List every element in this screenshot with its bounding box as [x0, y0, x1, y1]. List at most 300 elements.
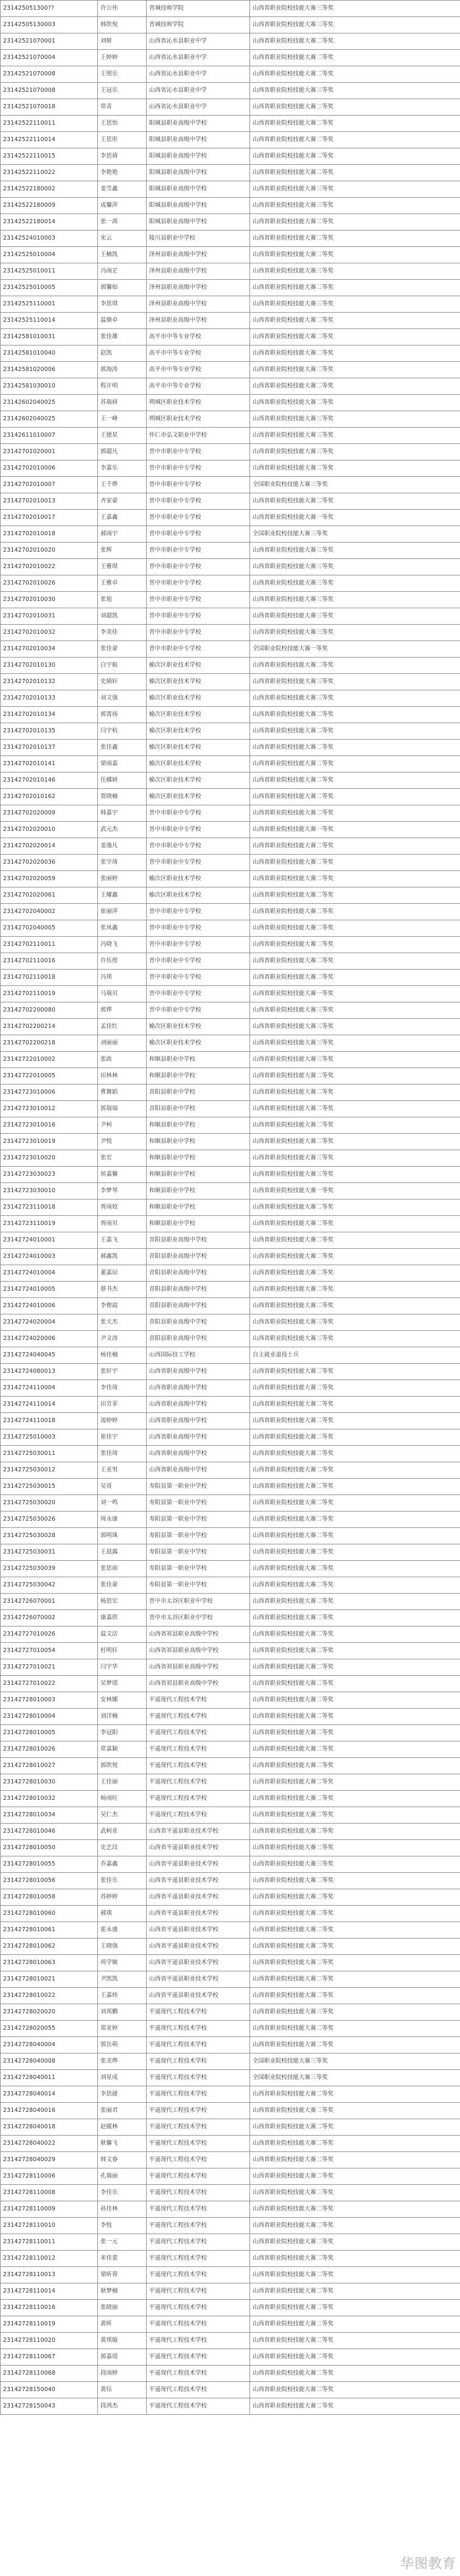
- award-cell: 山西省职业院校技能大赛二等奖: [250, 740, 460, 756]
- school-cell: 平遥现代工程技术学校: [147, 2316, 250, 2333]
- exam-number-cell: 23142728040011: [1, 2070, 98, 2086]
- award-cell: 山西省职业院校技能大赛二等奖: [250, 887, 460, 904]
- table-row: [1, 165, 460, 181]
- award-cell: 山西省职业院校技能大赛二等奖: [250, 313, 460, 329]
- award-cell: 山西省职业院校技能大赛二等奖: [250, 2152, 460, 2168]
- exam-number-cell: 23142702010006: [1, 460, 98, 477]
- school-cell: 山西省平遥县职业技术学校: [147, 1906, 250, 1922]
- award-cell: 山西省职业院校技能大赛二等奖: [250, 658, 460, 674]
- award-cell: 山西省职业院校技能大赛二等奖: [250, 1462, 460, 1479]
- exam-number-cell: 23142728020055: [1, 2021, 98, 2037]
- exam-number-cell: 23142723010006: [1, 1085, 98, 1101]
- school-cell: 晋中市职业中专学校: [147, 953, 250, 970]
- award-cell: 山西省职业院校技能大赛三等奖: [250, 674, 460, 690]
- student-name-cell: 冯晓飞: [98, 937, 147, 953]
- school-cell: 晋中市职业中专学校: [147, 822, 250, 838]
- school-cell: 平遥现代工程技术学校: [147, 2119, 250, 2136]
- exam-number-cell: 23142728110006: [1, 2168, 98, 2185]
- table-row: [1, 1347, 460, 1364]
- award-cell: 山西省职业院校技能大赛二等奖: [250, 1364, 460, 1380]
- school-cell: 阳城县职业高级中学校: [147, 214, 250, 231]
- table-row: [1, 214, 460, 231]
- student-name-cell: 张丽君: [98, 2103, 147, 2119]
- student-name-cell: 王照乐: [98, 66, 147, 83]
- table-row: [1, 1052, 460, 1068]
- exam-number-cell: 23142611010007: [1, 428, 98, 444]
- school-cell: 昔阳县职业中学校: [147, 1101, 250, 1117]
- student-name-cell: 张佳豪: [98, 641, 147, 658]
- student-name-cell: 许公伟: [98, 1, 147, 17]
- exam-number-cell: 23142728010062: [1, 1939, 98, 1955]
- school-cell: 平遥现代工程技术学校: [147, 2398, 250, 2415]
- table-row: [1, 1002, 460, 1019]
- table-row: [1, 1101, 460, 1117]
- award-cell: 山西省职业院校技能大赛二等奖: [250, 395, 460, 411]
- student-name-cell: 常嘉颖: [98, 1741, 147, 1758]
- award-cell: 山西省职业院校技能大赛二等奖: [250, 1610, 460, 1626]
- student-name-cell: 李思捷: [98, 2086, 147, 2103]
- student-name-cell: 许伍煜: [98, 953, 147, 970]
- table-row: [1, 2168, 460, 2185]
- exam-number-cell: 23142702010031: [1, 608, 98, 625]
- student-name-cell: 张一茜: [98, 214, 147, 231]
- exam-number-cell: 23142728040022: [1, 2136, 98, 2152]
- table-row: [1, 887, 460, 904]
- exam-number-cell: 23142702010137: [1, 740, 98, 756]
- exam-number-cell: 23142522180009: [1, 198, 98, 214]
- school-cell: 寿阳县第一职业中学校: [147, 1561, 250, 1577]
- table-row: [1, 493, 460, 510]
- student-name-cell: 张佳琦: [98, 1446, 147, 1462]
- exam-number-cell: 23142728110011: [1, 2234, 98, 2251]
- exam-number-cell: 23142702040002: [1, 904, 98, 920]
- school-cell: 山西省平遥县职业技术学校: [147, 1955, 250, 1971]
- award-cell: 山西省职业院校技能大赛二等奖: [250, 2185, 460, 2201]
- student-name-cell: 耿馨飞: [98, 2136, 147, 2152]
- student-name-cell: 姜逸凡: [98, 838, 147, 855]
- student-name-cell: 蔡书杰: [98, 1282, 147, 1298]
- exam-number-cell: 23142727010022: [1, 1676, 98, 1692]
- school-cell: 平遥现代工程技术学校: [147, 1807, 250, 1824]
- table-row: [1, 1446, 460, 1462]
- student-name-cell: 闫宇杭: [98, 723, 147, 740]
- school-cell: 和顺县职业中学校: [147, 1199, 250, 1216]
- exam-number-cell: 23142724110018: [1, 1413, 98, 1429]
- student-name-cell: 郭烨: [98, 1002, 147, 1019]
- student-name-cell: 郭馨如: [98, 280, 147, 296]
- table-row: [1, 838, 460, 855]
- table-row: [1, 2201, 460, 2218]
- exam-number-cell: 23142724010001: [1, 1232, 98, 1249]
- student-name-cell: 王晨露: [98, 1544, 147, 1561]
- table-row: [1, 543, 460, 559]
- award-cell: 山西省职业院校技能大赛二等奖: [250, 460, 460, 477]
- table-row: [1, 345, 460, 362]
- table-row: [1, 674, 460, 690]
- student-name-cell: 胥雨贝: [98, 1216, 147, 1232]
- award-cell: 山西省职业院校技能大赛二等奖: [250, 1659, 460, 1676]
- student-name-cell: 马瑞贝: [98, 986, 147, 1002]
- exam-number-cell: 23142702010135: [1, 723, 98, 740]
- exam-number-cell: 23142702010007: [1, 477, 98, 493]
- student-name-cell: 安林娜: [98, 1692, 147, 1709]
- table-row: [1, 822, 460, 838]
- exam-number-cell: 23142702010013: [1, 493, 98, 510]
- exam-number-cell: 23142726070001: [1, 1594, 98, 1610]
- student-name-cell: 尹柯: [98, 1117, 147, 1134]
- award-cell: 山西省职业院校技能大赛二等奖: [250, 805, 460, 822]
- table-row: [1, 1068, 460, 1085]
- table-row: [1, 280, 460, 296]
- table-row: [1, 1725, 460, 1741]
- student-name-cell: 苏瑞妍: [98, 395, 147, 411]
- student-name-cell: 李嘉乐: [98, 460, 147, 477]
- school-cell: 泽州县职业高级中学校: [147, 263, 250, 280]
- exam-number-cell: 23142728010058: [1, 1889, 98, 1906]
- student-name-cell: 贾晓楠: [98, 789, 147, 805]
- award-cell: 山西省职业院校技能大赛二等奖: [250, 99, 460, 116]
- table-row: [1, 1528, 460, 1544]
- school-cell: 晋中市太谷区职业中学校: [147, 1610, 250, 1626]
- table-row: [1, 871, 460, 887]
- school-cell: 晋中市职业中专学校: [147, 970, 250, 986]
- table-row: [1, 772, 460, 789]
- school-cell: 昔阳县职业高级中学校: [147, 1298, 250, 1314]
- table-row: [1, 1741, 460, 1758]
- exam-number-cell: 23142728110067: [1, 2349, 98, 2366]
- table-row: [1, 1939, 460, 1955]
- school-cell: 平遥现代工程技术学校: [147, 2152, 250, 2168]
- table-row: [1, 970, 460, 986]
- school-cell: 阳城县职业高级中学校: [147, 198, 250, 214]
- student-name-cell: 王千烨: [98, 477, 147, 493]
- exam-number-cell: 23142702110016: [1, 953, 98, 970]
- school-cell: 平遥现代工程技术学校: [147, 2004, 250, 2021]
- award-cell: 山西省职业院校技能大赛二等奖: [250, 1413, 460, 1429]
- table-row: [1, 1856, 460, 1873]
- table-row: [1, 1709, 460, 1725]
- school-cell: 平遥现代工程技术学校: [147, 2021, 250, 2037]
- school-cell: 晋中市职业中专学校: [147, 920, 250, 937]
- exam-number-cell: 23142702010020: [1, 543, 98, 559]
- school-cell: 榆次区职业技术学校: [147, 1019, 250, 1035]
- table-row: [1, 1314, 460, 1331]
- award-cell: 山西省职业院校技能大赛二等奖: [250, 362, 460, 378]
- student-name-cell: 郭欣悦: [98, 1758, 147, 1774]
- exam-number-cell: 23142581030010: [1, 378, 98, 395]
- student-name-cell: 孟佳红: [98, 1019, 147, 1035]
- student-name-cell: 黄昕: [98, 2316, 147, 2333]
- award-cell: 山西省职业院校技能大赛三等奖: [250, 1019, 460, 1035]
- table-row: [1, 1988, 460, 2004]
- award-cell: 自主就业退役士兵: [250, 1347, 460, 1364]
- table-row: [1, 1873, 460, 1889]
- exam-number-cell: 23142702010022: [1, 559, 98, 575]
- award-cell: 山西省职业院校技能大赛二等奖: [250, 1101, 460, 1117]
- student-name-cell: 郭明珠: [98, 1528, 147, 1544]
- table-row: [1, 2300, 460, 2316]
- exam-number-cell: 23142723010020: [1, 1150, 98, 1167]
- table-row: [1, 920, 460, 937]
- exam-number-cell: 23142725030020: [1, 1495, 98, 1512]
- exam-number-cell: 23142522110014: [1, 132, 98, 148]
- student-name-cell: 刘文强: [98, 690, 147, 707]
- student-name-cell: 白宇航: [98, 658, 147, 674]
- school-cell: 山西省职业高级中学校: [147, 1364, 250, 1380]
- exam-number-cell: 23142728010050: [1, 1840, 98, 1856]
- exam-number-cell: 23142725030011: [1, 1446, 98, 1462]
- student-name-cell: 刘洋楠: [98, 1709, 147, 1725]
- exam-number-cell: 23142726070002: [1, 1610, 98, 1626]
- exam-number-cell: 23142728110013: [1, 2267, 98, 2283]
- school-cell: 平遥现代工程技术学校: [147, 2070, 250, 2086]
- table-row: [1, 362, 460, 378]
- table-row: [1, 1544, 460, 1561]
- award-cell: 山西省职业院校技能大赛一等奖: [250, 510, 460, 526]
- student-name-cell: 苏婷婷: [98, 1889, 147, 1906]
- table-row: [1, 247, 460, 263]
- award-cell: 山西省职业院校技能大赛二等奖: [250, 953, 460, 970]
- school-cell: 高平市中等专业学校: [147, 345, 250, 362]
- student-name-cell: 凌婷婷: [98, 1413, 147, 1429]
- student-name-cell: 郭霄扬: [98, 707, 147, 723]
- exam-number-cell: 23142525110014: [1, 313, 98, 329]
- school-cell: 晋中市职业中专学校: [147, 575, 250, 592]
- exam-number-cell: 23142728110016: [1, 2300, 98, 2316]
- student-name-cell: 王亚男: [98, 1462, 147, 1479]
- student-name-cell: 段雨婷: [98, 2366, 147, 2382]
- exam-number-cell: 23142724080013: [1, 1364, 98, 1380]
- school-cell: 榆次区职业技术学校: [147, 723, 250, 740]
- school-cell: 晋中市职业中专学校: [147, 510, 250, 526]
- school-cell: 阳城县职业高级中学校: [147, 181, 250, 198]
- table-row: [1, 99, 460, 116]
- table-row: [1, 2119, 460, 2136]
- school-cell: 晋城技师学院: [147, 1, 250, 17]
- student-name-cell: 温文洁: [98, 1626, 147, 1643]
- student-name-cell: 张宏: [98, 1150, 147, 1167]
- award-cell: 山西省职业院校技能大赛二等奖: [250, 1758, 460, 1774]
- student-name-cell: 杜明轩: [98, 1643, 147, 1659]
- award-cell: 山西省职业院校技能大赛一等奖: [250, 986, 460, 1002]
- award-cell: 山西省职业院校技能大赛二等奖: [250, 1446, 460, 1462]
- exam-number-cell: 23142728040008: [1, 2054, 98, 2070]
- table-row: [1, 1495, 460, 1512]
- table-row: [1, 1199, 460, 1216]
- table-row: [1, 608, 460, 625]
- school-cell: 山西省祁县职业高级中学校: [147, 1659, 250, 1676]
- student-name-cell: 李思琪: [98, 296, 147, 313]
- table-row: [1, 805, 460, 822]
- exam-number-cell: 23142728010030: [1, 1774, 98, 1791]
- school-cell: 寿阳县第一职业中学校: [147, 1512, 250, 1528]
- student-name-cell: 杨佳楠: [98, 1347, 147, 1364]
- table-row: [1, 2234, 460, 2251]
- award-cell: 山西省职业院校技能大赛二等奖: [250, 1429, 460, 1446]
- table-row: [1, 83, 460, 99]
- exam-number-cell: 23142728110010: [1, 2218, 98, 2234]
- student-name-cell: 吴仁杰: [98, 1807, 147, 1824]
- award-cell: 山西省职业院校技能大赛二等奖: [250, 904, 460, 920]
- exam-number-cell: 23142702010162: [1, 789, 98, 805]
- award-cell: 山西省职业院校技能大赛二等奖: [250, 378, 460, 395]
- award-cell: 山西省职业院校技能大赛二等奖: [250, 1988, 460, 2004]
- school-cell: 晋城技师学院: [147, 17, 250, 33]
- student-name-cell: 张佳豪: [98, 1577, 147, 1594]
- student-name-cell: 史艺玟: [98, 1840, 147, 1856]
- student-name-cell: 韩欣悦: [98, 17, 147, 33]
- student-name-cell: 李佳琦: [98, 1380, 147, 1397]
- student-name-cell: 王嘉炜: [98, 1988, 147, 2004]
- award-cell: 山西省职业院校技能大赛三等奖: [250, 690, 460, 707]
- award-cell: 山西省职业院校技能大赛二等奖: [250, 2267, 460, 2283]
- exam-number-cell: 23142722010002: [1, 1052, 98, 1068]
- table-row: [1, 904, 460, 920]
- award-cell: 山西省职业院校技能大赛二等奖: [250, 1676, 460, 1692]
- exam-number-cell: 23142702020010: [1, 822, 98, 838]
- award-cell: 山西省职业院校技能大赛二等奖: [250, 1840, 460, 1856]
- school-cell: 晋中市职业中专学校: [147, 493, 250, 510]
- school-cell: 和顺县职业中学校: [147, 1068, 250, 1085]
- table-row: [1, 1364, 460, 1380]
- award-cell: 全国职业院校技能大赛三等奖: [250, 477, 460, 493]
- award-cell: 山西省职业院校技能大赛二等奖: [250, 772, 460, 789]
- student-name-cell: 张轩宇: [98, 1364, 147, 1380]
- student-name-cell: 张丽婷: [98, 871, 147, 887]
- school-cell: 平遥现代工程技术学校: [147, 1741, 250, 1758]
- award-cell: 山西省职业院校技能大赛二等奖: [250, 116, 460, 132]
- award-cell: 山西省职业院校技能大赛二等奖: [250, 1117, 460, 1134]
- table-row: [1, 1610, 460, 1626]
- table-row: [1, 740, 460, 756]
- exam-number-cell: 23142728040004: [1, 2037, 98, 2054]
- award-cell: 山西省职业院校技能大赛二等奖: [250, 2037, 460, 2054]
- table-row: [1, 1774, 460, 1791]
- school-cell: 晋中市职业中专学校: [147, 986, 250, 1002]
- table-row: [1, 526, 460, 543]
- exam-number-cell: 23142727010054: [1, 1643, 98, 1659]
- exam-number-cell: 23142702010146: [1, 772, 98, 789]
- exam-number-cell: 23142725030042: [1, 1577, 98, 1594]
- award-cell: 山西省职业院校技能大赛二等奖: [250, 1791, 460, 1807]
- student-name-cell: 王冠乐: [98, 83, 147, 99]
- award-cell: 山西省职业院校技能大赛三等奖: [250, 1331, 460, 1347]
- student-name-cell: 王德星: [98, 428, 147, 444]
- school-cell: 平遥现代工程技术学校: [147, 2333, 250, 2349]
- table-row: [1, 756, 460, 772]
- award-cell: 山西省职业院校技能大赛二等奖: [250, 231, 460, 247]
- exam-number-cell: 23142723110019: [1, 1216, 98, 1232]
- exam-number-cell: 23142728010026: [1, 1741, 98, 1758]
- student-name-cell: 郭嘉瑶: [98, 2349, 147, 2366]
- school-cell: 高平市中等专业学校: [147, 378, 250, 395]
- table-row: [1, 1298, 460, 1314]
- table-row: [1, 17, 460, 33]
- award-cell: 山西省职业院校技能大赛二等奖: [250, 723, 460, 740]
- exam-number-cell: 23142702010141: [1, 756, 98, 772]
- award-cell: 山西省职业院校技能大赛二等奖: [250, 920, 460, 937]
- school-cell: 寿阳县第一职业中学校: [147, 1495, 250, 1512]
- school-cell: 平遥现代工程技术学校: [147, 2251, 250, 2267]
- school-cell: 平遥现代工程技术学校: [147, 2168, 250, 2185]
- award-cell: 山西省职业院校技能大赛二等奖: [250, 1512, 460, 1528]
- award-cell: 山西省职业院校技能大赛三等奖: [250, 1167, 460, 1183]
- table-row: [1, 625, 460, 641]
- table-row: [1, 1216, 460, 1232]
- school-cell: 和顺县职业中学校: [147, 1117, 250, 1134]
- student-name-cell: 李冠阳: [98, 1725, 147, 1741]
- student-name-cell: 张佳鑫: [98, 740, 147, 756]
- exam-number-cell: 23142725030039: [1, 1561, 98, 1577]
- student-name-cell: 王佳丽: [98, 1774, 147, 1791]
- school-cell: 平遥现代工程技术学校: [147, 2201, 250, 2218]
- exam-number-cell: 23142702110018: [1, 970, 98, 986]
- exam-number-cell: 23142723030010: [1, 1183, 98, 1199]
- school-cell: 榆次区职业技术学校: [147, 740, 250, 756]
- award-cell: 山西省职业院校技能大赛二等奖: [250, 2021, 460, 2037]
- student-name-cell: 常青: [98, 99, 147, 116]
- school-cell: 平遥现代工程技术学校: [147, 2136, 250, 2152]
- exam-number-cell: 23142522110015: [1, 148, 98, 165]
- award-cell: 山西省职业院校技能大赛二等奖: [250, 937, 460, 953]
- table-row: [1, 33, 460, 50]
- school-cell: 平遥现代工程技术学校: [147, 2267, 250, 2283]
- school-cell: 寿阳县第一职业中学校: [147, 1479, 250, 1495]
- award-cell: 全国职业院校技能大赛一等奖: [250, 641, 460, 658]
- table-row: [1, 1971, 460, 1988]
- school-cell: 泽州县职业高级中学校: [147, 296, 250, 313]
- exam-number-cell: 23142728010034: [1, 1807, 98, 1824]
- school-cell: 山西省职业高级中学校: [147, 1446, 250, 1462]
- award-cell: 山西省职业院校技能大赛二等奖: [250, 214, 460, 231]
- student-name-cell: 张政: [98, 1052, 147, 1068]
- student-name-cell: 刘星成: [98, 2070, 147, 2086]
- award-cell: 山西省职业院校技能大赛一等奖: [250, 1183, 460, 1199]
- student-name-cell: 李艳艳: [98, 165, 147, 181]
- award-cell: 山西省职业院校技能大赛二等奖: [250, 1216, 460, 1232]
- school-cell: 平遥现代工程技术学校: [147, 2234, 250, 2251]
- school-cell: 山西省沁水县职业中学: [147, 33, 250, 50]
- table-row: [1, 707, 460, 723]
- award-cell: 山西省职业院校技能大赛二等奖: [250, 1528, 460, 1544]
- award-cell: 山西省职业院校技能大赛三等奖: [250, 543, 460, 559]
- award-cell: 山西省职业院校技能大赛二等奖: [250, 148, 460, 165]
- exam-number-cell: 23142522110011: [1, 116, 98, 132]
- award-cell: 山西省职业院校技能大赛二等奖: [250, 1397, 460, 1413]
- student-name-cell: 王耀鑫: [98, 887, 147, 904]
- school-cell: 高平市中等专业学校: [147, 329, 250, 345]
- table-row: [1, 2333, 460, 2349]
- school-cell: 平遥现代工程技术学校: [147, 1774, 250, 1791]
- table-row: [1, 1659, 460, 1676]
- student-name-cell: 赵凯: [98, 345, 147, 362]
- student-name-cell: 武元杰: [98, 822, 147, 838]
- table-row: [1, 1265, 460, 1282]
- table-row: [1, 1889, 460, 1906]
- table-row: [1, 789, 460, 805]
- exam-number-cell: 23142723010012: [1, 1101, 98, 1117]
- student-name-cell: 齐家豪: [98, 493, 147, 510]
- school-cell: 山西省沁水县职业中学: [147, 66, 250, 83]
- school-cell: 榆次区职业技术学校: [147, 674, 250, 690]
- school-cell: 泽州县职业高级中学校: [147, 247, 250, 263]
- award-cell: 全国职业院校技能大赛三等奖: [250, 2054, 460, 2070]
- exam-number-cell: 23142521070008: [1, 83, 98, 99]
- table-row: [1, 1085, 460, 1101]
- award-cell: 山西省职业院校技能大赛二等奖: [250, 280, 460, 296]
- award-cell: 山西省职业院校技能大赛三等奖: [250, 608, 460, 625]
- award-cell: 山西省职业院校技能大赛二等奖: [250, 1807, 460, 1824]
